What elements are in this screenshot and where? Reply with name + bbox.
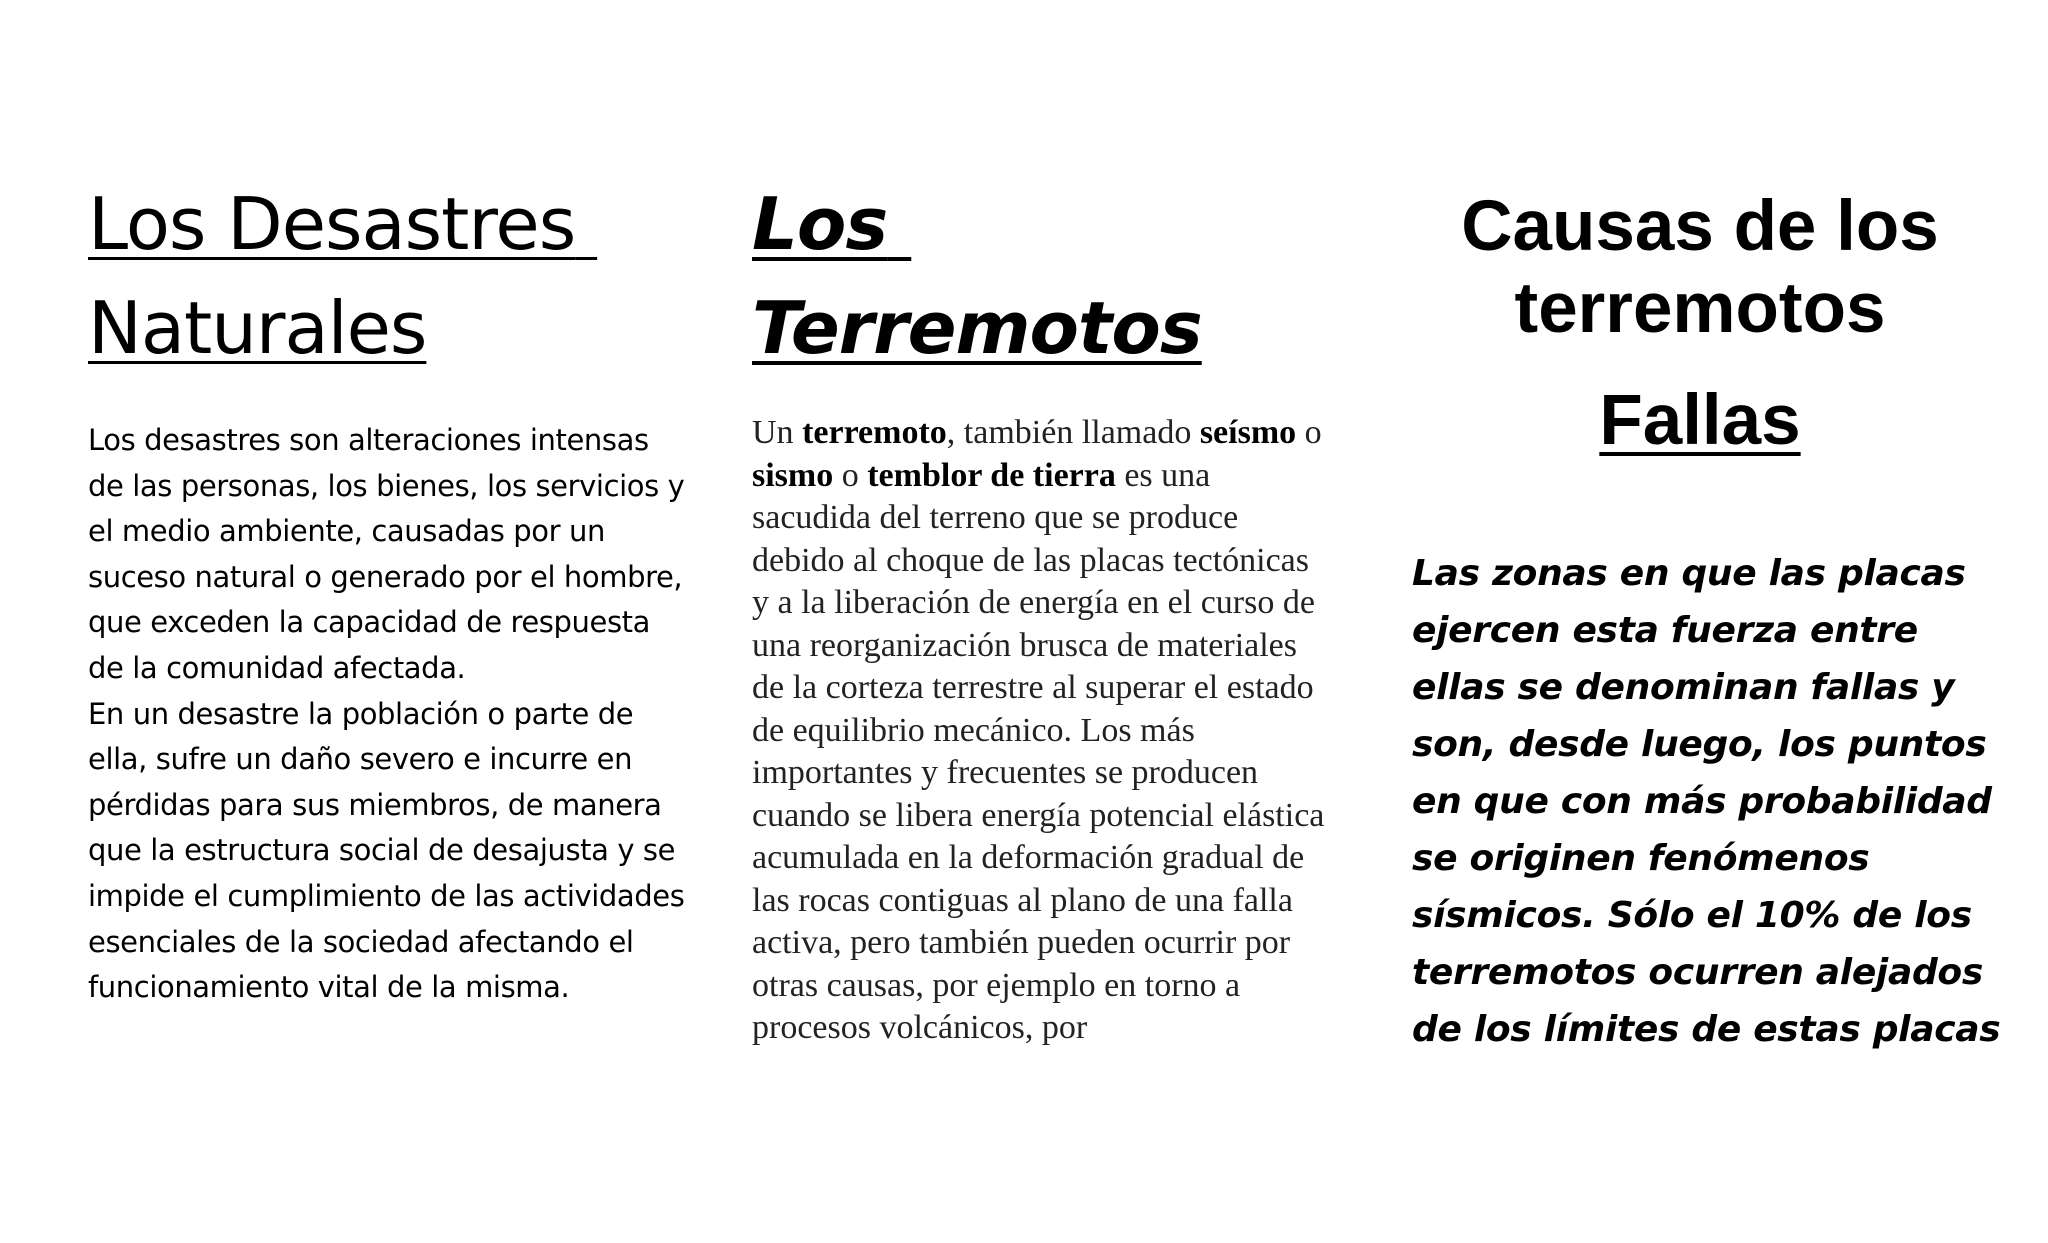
desastres-paragraph-2: En un desastre la población o parte de ella, sufre un daño severo e incurre en pérdidas para sus miembros, de manera que la estructura social de desajusta y se impide el cumplimiento de las actividades esenciales de la sociedad afectando el funcionamiento vital de la misma. (88, 696, 685, 1005)
terremotos-intro: Un (752, 414, 794, 451)
terremotos-text-3: o (841, 456, 859, 494)
terremotos-text-1: , también llamado (946, 414, 1192, 451)
terremotos-text-2: o (1304, 414, 1322, 451)
fallas-subtitle: Fallas (1599, 381, 1801, 460)
fallas-body: Las zonas en que las placas ejercen esta fuerza entre ellas se denominan fallas y son, desde luego, los puntos en que con más probabilidad se originen fenómenos sísmicos. Sólo el 10% de los terremotos ocurren alejados de los límites de estas placas (1412, 553, 2001, 1050)
desastres-paragraph-1: Los desastres son alteraciones intensas de las personas, los bienes, los servicios y el medio ambiente, causadas por un suceso natural o generado por el hombre, que exceden la capacidad de respuesta de la comunidad afectada. (88, 423, 685, 685)
terremotos-body (752, 412, 1332, 1122)
causas-title: Causas de los terremotos (1461, 187, 1939, 348)
term-sismo: sismo (752, 456, 834, 494)
desastres-title: Los Desastres Naturales (88, 182, 598, 370)
term-seismo: seísmo (1199, 414, 1297, 451)
term-terremoto: terremoto (802, 414, 947, 451)
terremotos-text-4: es una sacudida del terreno que se produce debido al choque de las placas tectónicas y a la liberación de energía en el curso de una reorganización brusca de materiales de la corteza terrestre al superar el estado de equilibrio mecánico. Los más importantes y frecuentes se producen cuando se libera energía potencial elástica acumulada en la deformación gradual de las rocas contiguas al plano de una falla activa, pero también pueden ocurrir por otras causas, por ejemplo en torno a procesos volcánicos, por (752, 456, 1325, 1046)
desastres-body (88, 418, 688, 1011)
terremotos-title: Los Terremotos (752, 182, 1202, 370)
term-temblor: temblor de tierra (867, 456, 1116, 494)
